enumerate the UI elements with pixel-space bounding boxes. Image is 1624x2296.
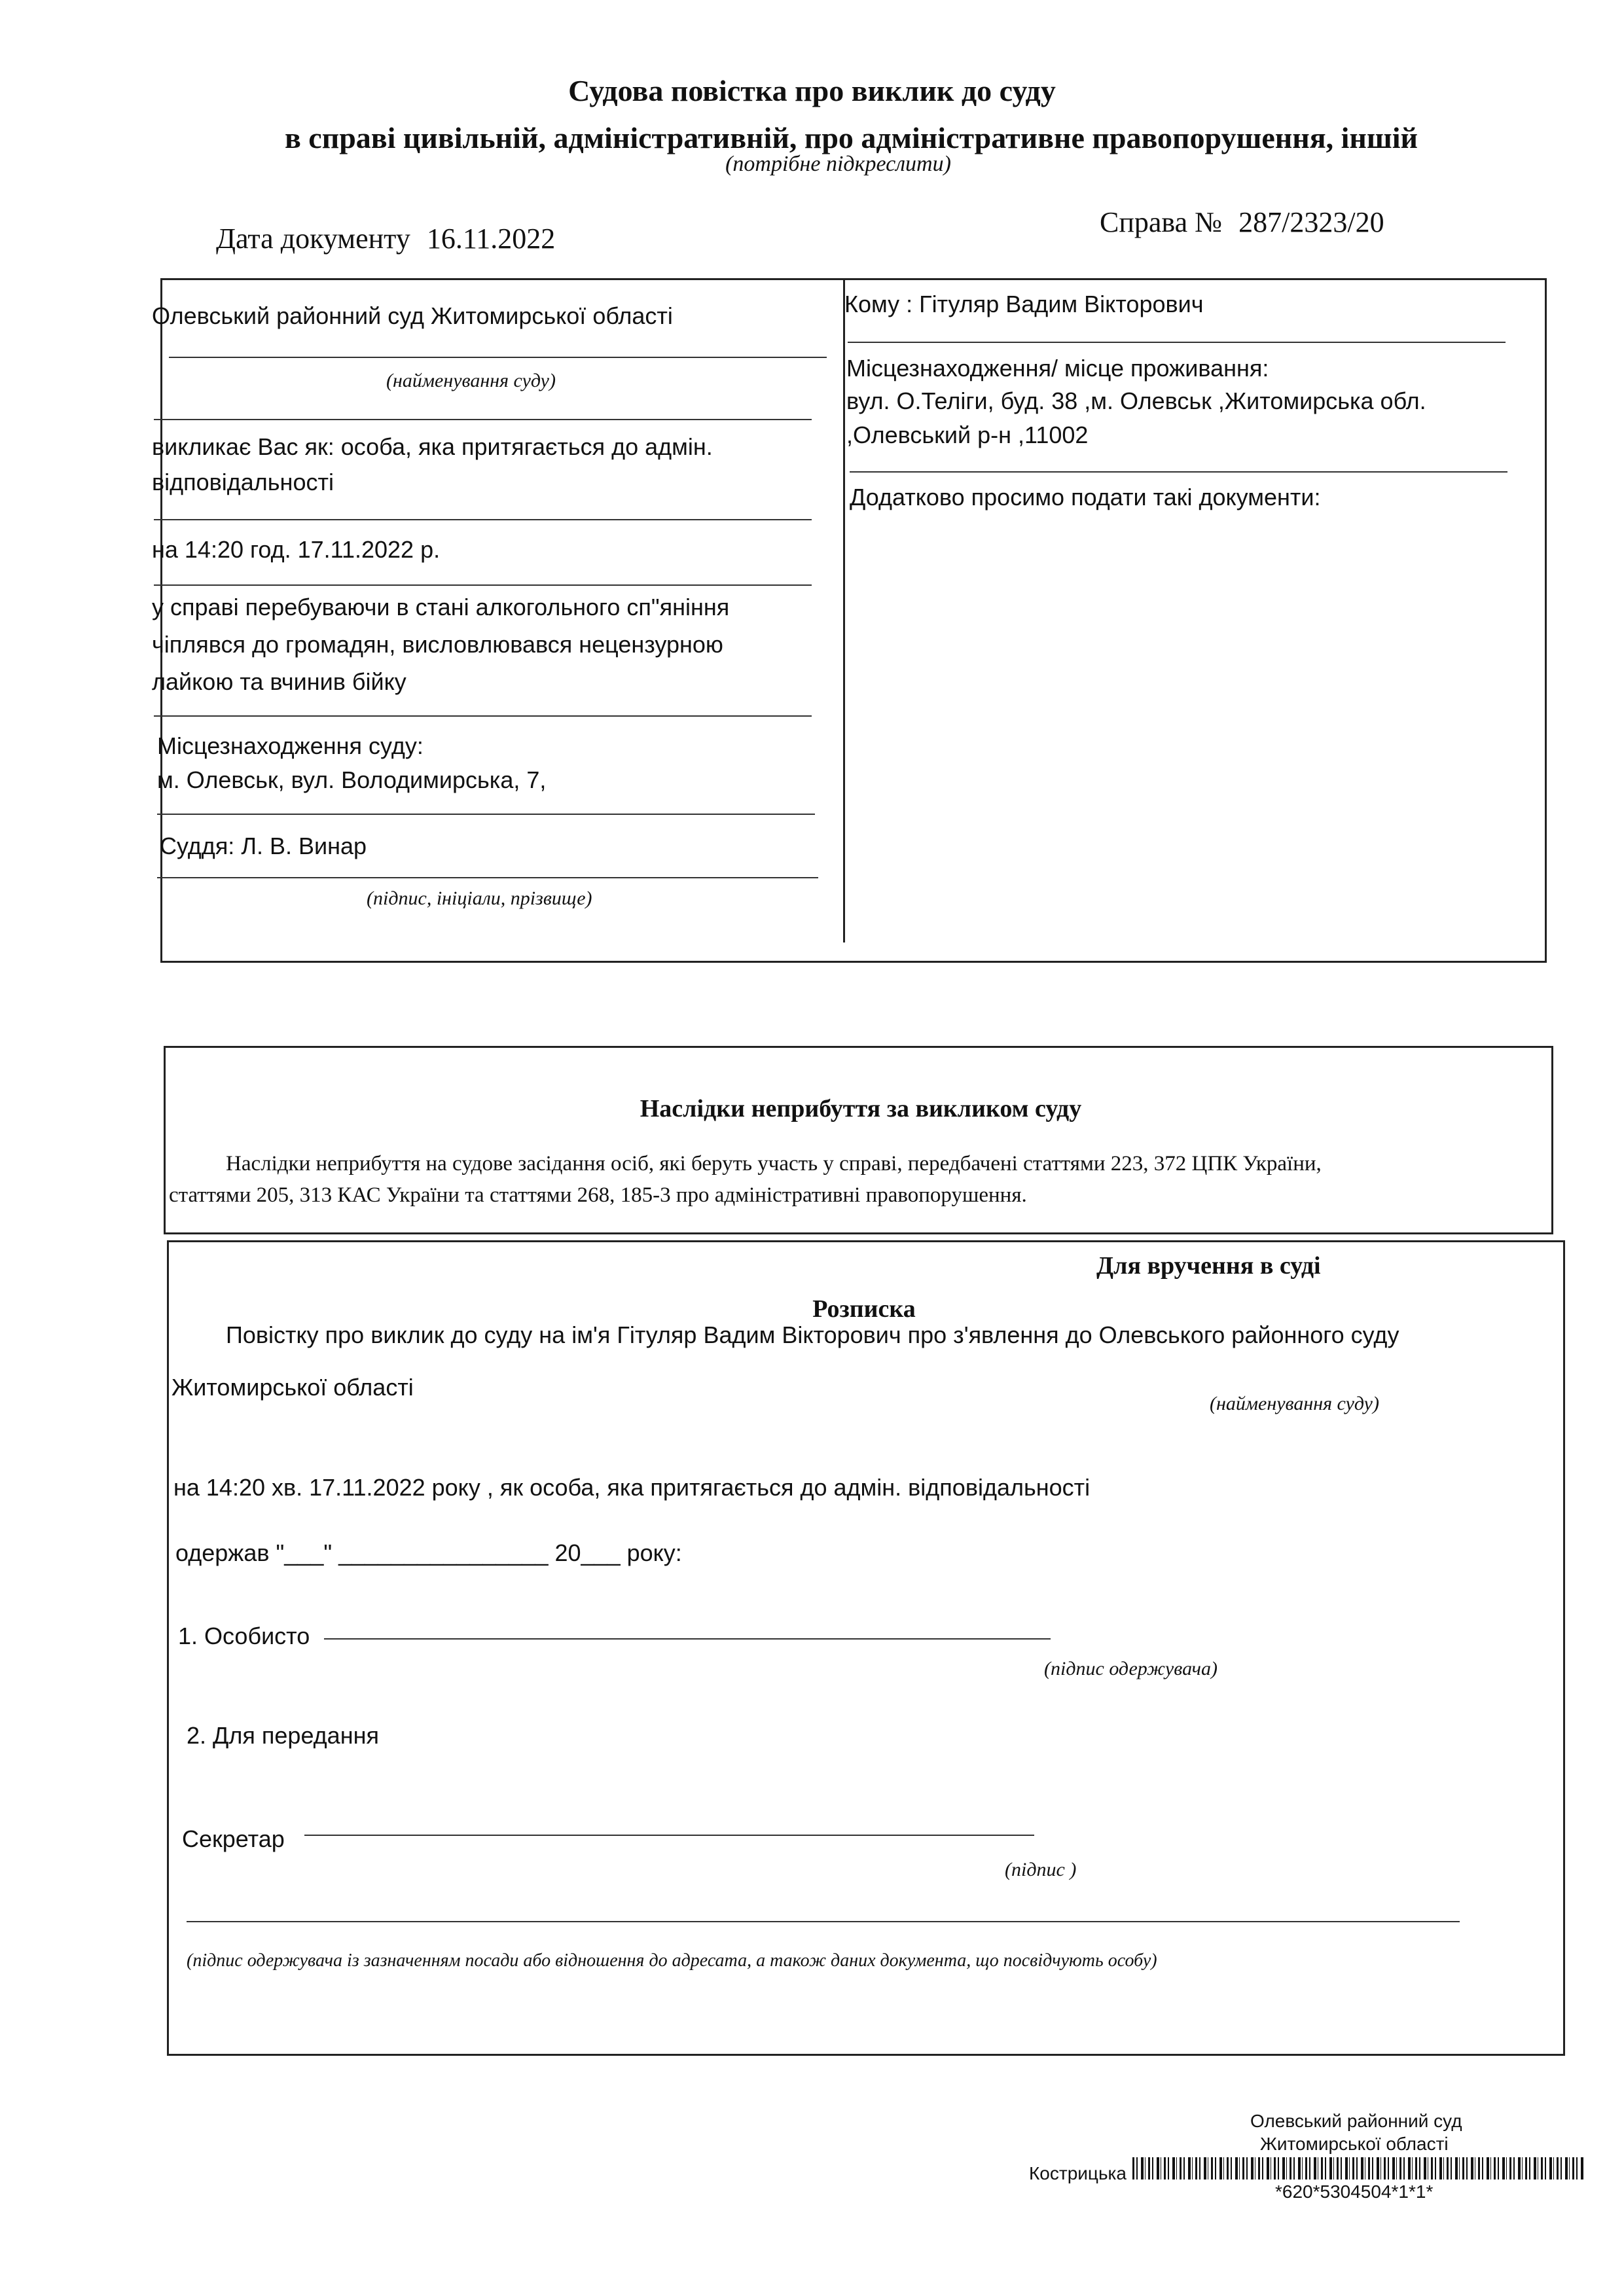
recipient-line bbox=[848, 342, 1506, 343]
case-number bbox=[1100, 206, 1384, 239]
date-label: Дата документу bbox=[216, 223, 410, 255]
secretary-label: Секретар bbox=[182, 1825, 285, 1852]
hearing-time: на 14:20 год. 17.11.2022 р. bbox=[152, 536, 441, 563]
judge-line bbox=[157, 877, 818, 878]
stamp-court-line1: Олевський районний суд bbox=[1250, 2111, 1462, 2131]
table-divider bbox=[843, 280, 845, 942]
delivery-label: Для вручення в суді bbox=[1096, 1252, 1321, 1280]
secretary-signature-line bbox=[304, 1835, 1034, 1836]
receipt-line1: Повістку про виклик до суду на ім'я Гітуляр Вадим Вікторович про з'явлення до Олевського районного суду bbox=[226, 1321, 1399, 1348]
receipt-court-caption: (найменування суду) bbox=[1210, 1393, 1379, 1414]
barcode bbox=[1132, 2157, 1584, 2179]
receipt-line2: Житомирської області bbox=[171, 1374, 414, 1401]
recipient-signature-caption: (підпис одержувача) bbox=[1044, 1658, 1218, 1679]
personally-label: 1. Особисто bbox=[178, 1623, 310, 1649]
residence-address-line1: вул. О.Теліги, буд. 38 ,м. Олевськ ,Житомирська обл. bbox=[846, 387, 1426, 414]
clerk-name: Кострицька bbox=[1029, 2163, 1127, 2183]
consequences-text-line2: статтями 205, 313 КАС України та статтями 268, 185-3 про адміністративні правопорушення. bbox=[169, 1183, 1027, 1207]
residence-line bbox=[850, 471, 1507, 473]
receipt-time-line: на 14:20 хв. 17.11.2022 року , як особа, яка притягається до адмін. відповідальності bbox=[173, 1474, 1091, 1501]
case-label: Справа № bbox=[1100, 206, 1223, 238]
court-location-label: Місцезнаходження суду: bbox=[157, 732, 424, 759]
summons-line-top bbox=[154, 419, 812, 420]
receipt-box bbox=[167, 1240, 1565, 2056]
consequences-text-line1: Наслідки неприбуття на судове засідання осіб, які беруть участь у справі, передбачені статтями 223, 372 ЦПК України, bbox=[226, 1152, 1322, 1175]
document-date bbox=[216, 223, 555, 255]
court-name-caption: (найменування суду) bbox=[386, 370, 556, 391]
judge-signature-caption: (підпис, ініціали, прізвище) bbox=[367, 888, 592, 909]
case-description-line1: у справі перебуваючи в стані алкогольного сп"яніння bbox=[152, 594, 730, 620]
residence-address-line2: ,Олевський р-н ,11002 bbox=[846, 422, 1089, 448]
residence-label: Місцезнаходження/ місце проживання: bbox=[846, 355, 1269, 382]
documents-request-label: Додатково просимо подати такі документи: bbox=[850, 484, 1321, 511]
case-description-line bbox=[154, 715, 812, 717]
case-description-line2: чіплявся до громадян, висловлювався нецензурною bbox=[152, 631, 723, 658]
case-value: 287/2323/20 bbox=[1238, 206, 1384, 238]
consequences-heading: Наслідки неприбуття за викликом суду bbox=[640, 1095, 1082, 1122]
court-name-line bbox=[169, 357, 827, 358]
transfer-label: 2. Для передання bbox=[187, 1722, 379, 1749]
receipt-title: Розписка bbox=[812, 1295, 916, 1323]
stamp-court-line2: Житомирської області bbox=[1260, 2134, 1449, 2154]
judge-name: Суддя: Л. В. Винар bbox=[160, 833, 367, 859]
case-description-line3: лайкою та вчинив бійку bbox=[152, 668, 406, 695]
received-date-line: одержав "___" ________________ 20___ року: bbox=[175, 1539, 682, 1566]
summons-role-line1: викликає Вас як: особа, яка притягається до адмін. bbox=[152, 433, 713, 460]
court-location-line bbox=[157, 814, 815, 815]
secretary-signature-caption: (підпис ) bbox=[1005, 1859, 1077, 1880]
underline-note: (потрібне підкреслити) bbox=[725, 152, 951, 176]
recipient-name: Кому : Гітуляр Вадим Вікторович bbox=[844, 291, 1204, 317]
bottom-signature-line bbox=[187, 1921, 1460, 1922]
court-name: Олевський районний суд Житомирської області bbox=[152, 302, 673, 329]
hearing-time-line bbox=[154, 584, 812, 586]
document-subtitle: в справі цивільній, адміністративній, про адміністративне правопорушення, іншій bbox=[284, 121, 1418, 154]
summons-role-line2: відповідальності bbox=[152, 469, 334, 495]
bottom-signature-caption: (підпис одержувача із зазначенням посади або відношення до адресата, а також даних документа, що посвідчують особу) bbox=[187, 1950, 1157, 1971]
barcode-number: *620*5304504*1*1* bbox=[1275, 2181, 1434, 2202]
personally-signature-line bbox=[324, 1638, 1051, 1640]
document-title: Судова повістка про виклик до суду bbox=[568, 74, 1056, 107]
date-value: 16.11.2022 bbox=[426, 223, 556, 255]
summons-role-line bbox=[154, 519, 812, 520]
court-location-value: м. Олевськ, вул. Володимирська, 7, bbox=[157, 766, 547, 793]
